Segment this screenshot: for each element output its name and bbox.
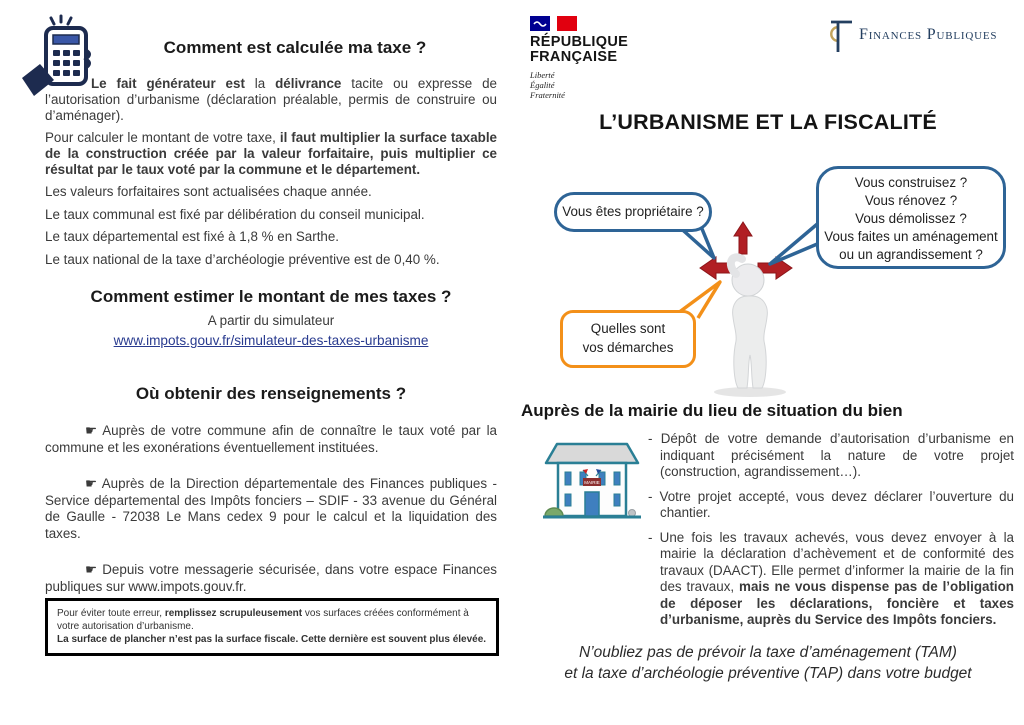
simulator-link-wrap <box>45 332 497 350</box>
mairie-bullets <box>648 431 1014 637</box>
simulator-label: A partir du simulateur <box>207 313 335 328</box>
left-heading-calc: Comment est calculée ma taxe ? <box>163 38 427 57</box>
bullet-depot: - Dépôt de votre demande d’autorisation d’urbanisme en indiquant précisément la nature de votre projet (construction, agrandissement…). <box>648 431 1014 479</box>
fp-monogram-icon <box>826 18 854 59</box>
mairie-sign-label: MAIRIE <box>584 480 600 485</box>
bubble-steps: Quelles sont vos démarches <box>560 310 696 368</box>
left-heading-renseignements: Où obtenir des renseignements ? <box>135 384 407 403</box>
info-bullets <box>45 423 497 615</box>
fact-taux-national: Le taux national de la taxe d’archéologie préventive est de 0,40 %. <box>45 251 440 267</box>
bullet-travaux-acheves: - Une fois les travaux achevés, vous devez envoyer à la mairie la déclaration d’achèvement et de conformité des travaux (DAACT). Elle permet d’informer la mairie de la fin des travaux, mais ne vous dispense pas de l’obligation de déposer les déclarations, foncière et taxes d’urbanisme, auprès du Service des Impôts fonciers. <box>648 529 1014 627</box>
figure-shadow <box>714 387 786 397</box>
finances-publiques-logo <box>826 18 997 59</box>
french-flag-icon <box>530 16 577 31</box>
fact-taux-departemental: Le taux départemental est fixé à 1,8 % en Sarthe. <box>45 229 340 244</box>
questions-diagram <box>520 158 1020 402</box>
pointing-hand-icon: ☛ <box>85 423 103 438</box>
left-heading-estimer: Comment estimer le montant de mes taxes ? <box>90 287 452 306</box>
section-heading-mairie: Auprès de la mairie du lieu de situation du bien <box>521 401 903 420</box>
simulator-link[interactable]: www.impots.gouv.fr/simulateur-des-taxes-urbanisme <box>113 333 429 348</box>
bullet-commune: ☛ Auprès de votre commune afin de connaître le taux voté par la commune et les exonérations éventuellement instituées. <box>45 423 497 455</box>
paragraph-calcul: Pour calculer le montant de votre taxe, il faut multiplier la surface taxable de la construction créée par la valeur forfaitaire, puis multiplier ce résultat par le taux voté par la commune et le département. <box>45 130 497 177</box>
rf-motto: Liberté Égalité Fraternité <box>530 70 565 100</box>
bullet-direction: ☛ Auprès de la Direction départementale des Finances publiques - Service départemental des Impôts fonciers – SDIF - 33 avenue du Général de Gaulle - 72038 Le Mans cedex 9 pour le calcul et la liquidation des taxes. <box>45 476 497 541</box>
paragraph-fait-generateur: Le fait générateur est la délivrance tacite ou expresse de l’autorisation d’urbanisme (déclaration préalable, permis de construire ou d’aménager). <box>45 76 498 123</box>
bullet-projet-accepte: - Votre projet accepté, vous devez déclarer l’ouverture du chantier. <box>648 488 1014 520</box>
fp-logo-label: Finances Publiques <box>859 26 998 43</box>
page-title: L’URBANISME ET LA FISCALITÉ <box>599 110 937 134</box>
budget-reminder: N’oubliez pas de prévoir la taxe d’aménagement (TAM) et la taxe d’archéologie préventive (TAP) dans votre budget <box>564 644 972 682</box>
pointing-hand-icon: ☛ <box>85 476 102 491</box>
works-bubble-tail <box>760 216 824 272</box>
town-hall-icon <box>541 436 643 533</box>
bubble-works: Vous construisez ? Vous rénovez ? Vous démolissez ? Vous faites un aménagement ou un agrandissement ? <box>816 166 1006 269</box>
republique-francaise-logo <box>530 16 650 100</box>
pointing-hand-icon: ☛ <box>85 562 103 577</box>
tax-facts-list <box>45 184 497 274</box>
bullet-messagerie: ☛ Depuis votre messagerie sécurisée, dans votre espace Finances publiques sur www.impots.gouv.fr. <box>45 562 498 594</box>
rf-logo-line2: FRANÇAISE <box>530 49 618 65</box>
fact-valeurs: Les valeurs forfaitaires sont actualisées chaque année. <box>45 184 372 199</box>
bubble-owner: Vous êtes propriétaire ? <box>554 192 712 232</box>
warning-box: Pour éviter toute erreur, remplissez scrupuleusement vos surfaces créées conformément à votre autorisation d’urbanisme. La surface de plancher n’est pas la surface fiscale. Cette dernière est souvent plus élevée. <box>45 598 499 656</box>
rf-logo-line1: RÉPUBLIQUE <box>530 34 629 50</box>
fact-taux-communal: Le taux communal est fixé par délibération du conseil municipal. <box>45 206 425 222</box>
